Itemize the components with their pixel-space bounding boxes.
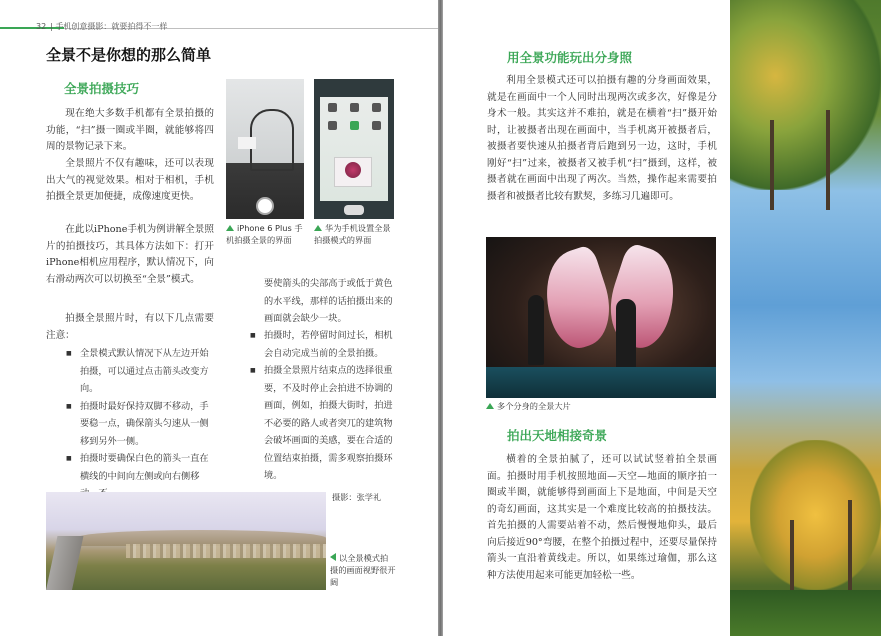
mode-icon [372,121,381,130]
paragraph-3: 在此以iPhone手机为例讲解全景照片的拍摄技巧，其具体方法如下：打开iPhone相机应用程序，默认情况下，向右滑动两次可以切换至“全景”模式。 [46,224,214,285]
camera-icon [350,103,359,112]
page-title: 全景不是你想的那么简单 [46,46,212,64]
caption-huawei: 华为手机设置全景拍摄模式的界面 [314,223,391,245]
left-wing [533,244,622,354]
building-sketch [250,109,294,171]
phone-screen [320,97,388,201]
great-wall [46,536,83,590]
photo-credit: 摄影：张学礼 [332,492,382,502]
flower-image [345,162,361,178]
mode-icon [328,121,337,130]
caption-triangle-icon [226,225,234,231]
caption-triangle-icon [486,403,494,409]
bullet-list-col2 [250,327,394,485]
list-item: ■ 全景模式默认情况下从左边开始拍摄，可以通过点击箭头改变方向。 [66,345,216,398]
paragraph-1: 现在绝大多数手机都有全景拍摄的功能，“扫”摄一圈或半圈，就能够将四周的景物记录下来。 [46,108,214,152]
caption-iphone: iPhone 6 Plus 手机拍摄全景的界面 [226,223,303,245]
left-page [0,0,438,636]
camera-icon [328,103,337,112]
yellow-trees [750,440,881,590]
section-title-panorama-tips: 全景拍摄技巧 [64,81,140,96]
paragraph-sky-ground: 横着的全景拍腻了，还可以试试竖着拍全景画面。拍摄时用手机按照地面—天空—地面的顺序拍一圈或半圈，就能够得到画面上下是地面，中间是天空的奇幻画面，这其实是一个难度比较高的拍摄技法。首先拍摄的人需要站着不动，然后慢慢地仰头，最后向后接近90°弯腰，在整个拍摄过程中，还要尽量保持箭头一直沿着黄线走。所以，如果练过瑜伽，那么这种方法使用起来可能更加轻松一些。 [487,454,717,581]
list-item: ■ 拍摄全景照片结束点的选择很重要，不及时停止会拍进不协调的画面，例如，拍摄大街时，拍进不必要的路人或者突兀的建筑物会破坏画面的美感，要在合适的位置结束拍摄，需多观察拍摄环境。 [250,362,394,485]
town [126,544,326,558]
bullet-list-col1 [66,345,216,503]
person-silhouette [528,295,544,365]
right-wing [598,242,687,354]
preview-card [334,157,372,187]
paragraph-2: 全景照片不仅有趣味，还可以表现出大气的视觉效果。相对于相机，手机拍摄全景更加便捷，成像速度更快。 [46,158,214,202]
list-item: ■ 拍摄时要确保白色的箭头一直在横线的中间向左侧或向右侧移 [66,450,216,503]
sky-ground-panorama-photo [730,0,881,636]
person-silhouette [616,299,636,371]
section-title-sky-ground: 拍出天地相接奇景 [507,428,608,443]
running-header-title: 手机创意摄影：就要拍得不一样 [55,22,168,31]
panorama-landscape-photo [46,492,326,590]
iphone-panorama-screenshot [226,79,304,219]
tree-trunk [790,520,794,600]
list-item: ■ 拍摄时最好保持双脚不移动，手要稳一点，确保箭头匀速从一侧移到另外一侧。 [66,398,216,451]
ground [730,590,881,636]
paragraph-4: 拍摄全景照片时，有以下几点需要注意： [46,313,214,341]
panorama-arrow-icon [238,137,256,149]
floor [486,367,716,398]
running-header: 32 | 手机创意摄影：就要拍得不一样 [36,22,168,31]
camera-icon [372,103,381,112]
tree-trunk [826,110,830,210]
section-title-clone-photo: 用全景功能玩出分身照 [507,50,633,65]
panorama-mode-icon [350,121,359,130]
huawei-panorama-screenshot [314,79,394,219]
shutter-button-icon [256,197,274,215]
paragraph-clone: 利用全景模式还可以拍摄有趣的分身画面效果，就是在画面中一个人同时出现两次或多次，好像是分身术一般。其实这并不难拍，就是在横着“扫”摄开始时，让被摄者出现在画面中，当手机离开被摄者后，被摄者要快速从拍摄者背后跑到另一边，这时，手机刚好“扫”过来，被摄者又被手机“扫”摄到，这样，被摄者就在画面中出现了两次。当然，操作起来需要拍摄者和被摄者比较有默契，多练习几遍即可。 [487,75,717,202]
list-item: ■ 拍摄时，若停留时间过长，相机会自动完成当前的全景拍摄。 [250,327,394,362]
bullet-continuation: 要使箭头的尖部高于或低于黄色的水平线，那样的话拍摄出来的画面就会缺少一块。 [264,278,393,324]
tree-trunk [848,500,852,600]
tree-trunk [770,120,774,210]
caption-panorama: 以全景模式拍摄的画面视野很开阔 [330,553,396,587]
page-number: 32 [36,22,47,31]
angel-wings-panorama-photo [486,237,716,398]
caption-triangle-icon [314,225,322,231]
caption-wings: 多个分身的全景大片 [486,400,686,412]
caption-triangle-icon [330,553,336,561]
upside-down-trees [730,0,881,190]
shutter-button-icon [344,205,364,215]
